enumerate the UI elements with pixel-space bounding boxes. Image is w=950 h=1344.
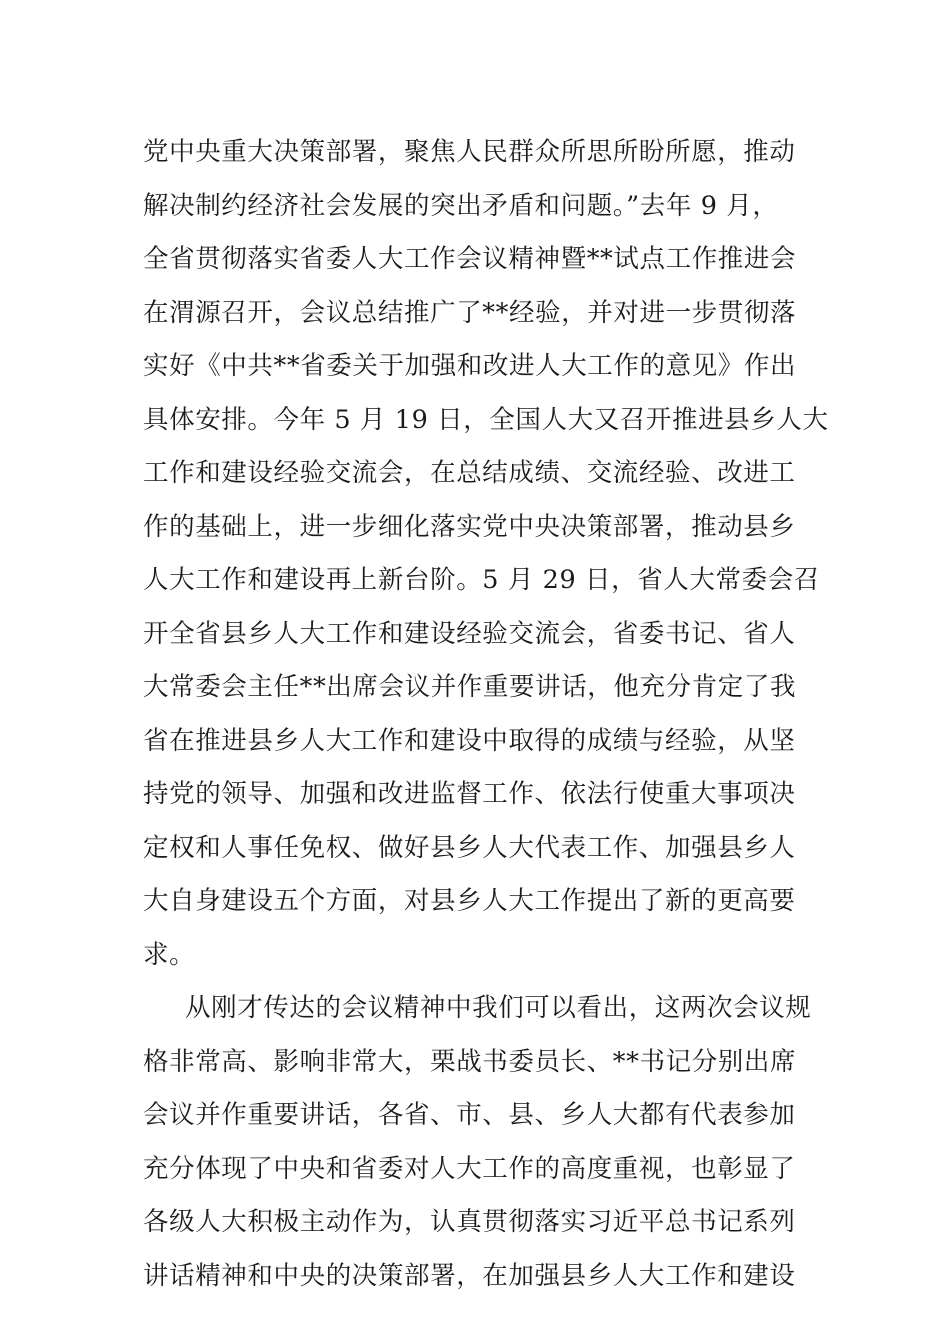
text-line: 充分体现了中央和省委对人大工作的高度重视，也彰显了 <box>143 1153 796 1184</box>
text-line: 全省贯彻落实省委人大工作会议精神暨**试点工作推进会 <box>143 244 797 274</box>
paragraph-first-line: 从刚才传达的会议精神中我们可以看出，这两次会议规 <box>185 993 812 1023</box>
text-line: 各级人大积极主动作为，认真贯彻落实习近平总书记系列 <box>143 1207 796 1237</box>
text-line: 格非常高、影响非常大，栗战书委员长、**书记分别出席 <box>143 1046 797 1077</box>
text-line: 持党的领导、加强和改进监督工作、依法行使重大事项决 <box>143 779 796 809</box>
text-line: 党中央重大决策部署，聚焦人民群众所思所盼所愿，推动 <box>143 137 796 167</box>
text-line: 省在推进县乡人大工作和建设中取得的成绩与经验，从坚 <box>143 725 796 756</box>
text-line: 工作和建设经验交流会，在总结成绩、交流经验、改进工 <box>143 458 796 488</box>
text-line: 具体安排。今年 5 月 19 日，全国人大又召开推进县乡人大 <box>143 404 829 435</box>
text-line: 会议并作重要讲话，各省、市、县、乡人大都有代表参加 <box>143 1100 796 1130</box>
text-line: 开全省县乡人大工作和建设经验交流会，省委书记、省人 <box>143 618 796 649</box>
text-line: 定权和人事任免权、做好县乡人大代表工作、加强县乡人 <box>143 832 796 863</box>
text-line: 作的基础上，进一步细化落实党中央决策部署，推动县乡 <box>143 511 796 542</box>
text-line: 解决制约经济社会发展的突出矛盾和问题。”去年 9 月， <box>143 190 779 221</box>
text-line: 讲话精神和中央的决策部署，在加强县乡人大工作和建设 <box>143 1260 796 1291</box>
text-line: 实好《中共**省委关于加强和改进人大工作的意见》作出 <box>143 351 797 381</box>
text-line: 人大工作和建设再上新台阶。5 月 29 日，省人大常委会召 <box>143 565 820 595</box>
body-text <box>143 126 829 1303</box>
text-line: 大常委会主任**出席会议并作重要讲话，他充分肯定了我 <box>143 672 797 702</box>
text-line: 求。 <box>143 939 196 970</box>
text-line: 在渭源召开，会议总结推广了**经验，并对进一步贯彻落 <box>143 297 797 328</box>
text-line: 大自身建设五个方面，对县乡人大工作提出了新的更高要 <box>143 886 796 916</box>
